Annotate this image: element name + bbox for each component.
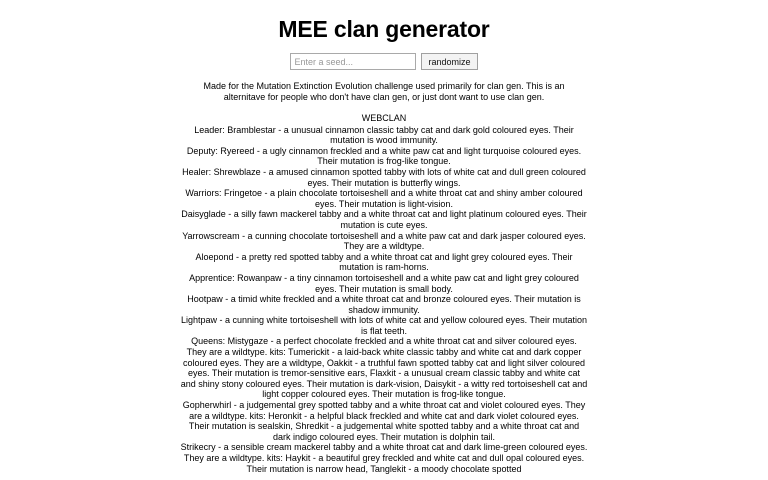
clan-output <box>180 103 588 474</box>
clan-entry: Strikecry - a sensible cream mackerel tabby and a white throat cat and dark lime-green coloured eyes. They are a wildtype. kits: Haykit - a beautiful grey freckled and white cat and dull opal coloured eyes. Their mutation is narrow head, Tanglekit - a moody chocolate spotted <box>180 442 588 474</box>
clan-entry: Aloepond - a pretty red spotted tabby and a white throat cat and light grey coloured eyes. Their mutation is ram-horns. <box>195 251 573 273</box>
seed-form <box>0 53 768 70</box>
clan-entry: Lightpaw - a cunning white tortoiseshell with lots of white cat and yellow coloured eyes. Their mutation is flat teeth. <box>180 315 588 336</box>
clan-entry: Healer: Shrewblaze - a amused cinnamon spotted tabby with lots of white cat and dull green coloured eyes. Their mutation is butterfly wings. <box>182 166 586 188</box>
clan-entry: Hootpaw - a timid white freckled and a white throat cat and bronze coloured eyes. Their mutation is shadow immunity. <box>187 294 581 315</box>
clan-entry: Daisyglade - a silly fawn mackerel tabby and a white throat cat and light platinum coloured eyes. Their mutation is cute eyes. <box>181 209 587 230</box>
randomize-button[interactable]: randomize <box>421 53 477 70</box>
clan-entry: Apprentice: Rowanpaw - a tiny cinnamon tortoiseshell and a white paw cat and light grey coloured eyes. Their mutation is small body. <box>189 272 579 294</box>
page-description: Made for the Mutation Extinction Evolution challenge used primarily for clan gen. This is an alternitave for people who don't have clan gen, or just dont want to use clan gen. <box>203 81 565 102</box>
seed-input[interactable] <box>290 53 416 70</box>
clan-entry: Queens: Mistygaze - a perfect chocolate freckled and a white throat cat and silver coloured eyes. They are a wildtype. kits: Tumerickit - a laid-back white classic tabby and white cat and dark copper coloured eyes. They are a wildtype, Oakkit - a truthful fawn spotted tabby cat and light silver coloured eyes. Their mutation is tremor-sensitive ears, Flaxkit - a unusual cream classic tabby and white cat and shiny stony coloured eyes. Their mutation is dark-vision, Daisykit - a witty red tortoiseshell cat and light copper coloured eyes. Their mutation is frog-like tongue. <box>180 336 588 400</box>
clan-entry: Leader: Bramblestar - a unusual cinnamon classic tabby cat and dark gold coloured eyes. Their mutation is wood immunity. <box>194 124 574 146</box>
clan-entry: Deputy: Ryereed - a ugly cinnamon freckled and a white paw cat and light turquoise coloured eyes. Their mutation is frog-like tongue. <box>186 145 582 167</box>
clan-name: WEBCLAN <box>361 113 407 123</box>
clan-entry: Warriors: Fringetoe - a plain chocolate tortoiseshell and a white throat cat and shiny amber coloured eyes. Their mutation is light-vision. <box>185 188 583 209</box>
clan-entry: Gopherwhirl - a judgemental grey spotted tabby and a white throat cat and violet coloured eyes. They are a wildtype. kits: Heronkit - a helpful black freckled and white cat and dark violet coloured eyes. Their mutation is sealskin, Shredkit - a judgemental white spotted tabby and a white throat cat and dark indigo coloured eyes. Their mutation is dolphin tail. <box>182 400 586 442</box>
clan-entry: Yarrowscream - a cunning chocolate tortoiseshell and a white paw cat and dark jasper coloured eyes. They are a wildtype. <box>182 230 586 252</box>
page-title: MEE clan generator <box>278 16 490 42</box>
